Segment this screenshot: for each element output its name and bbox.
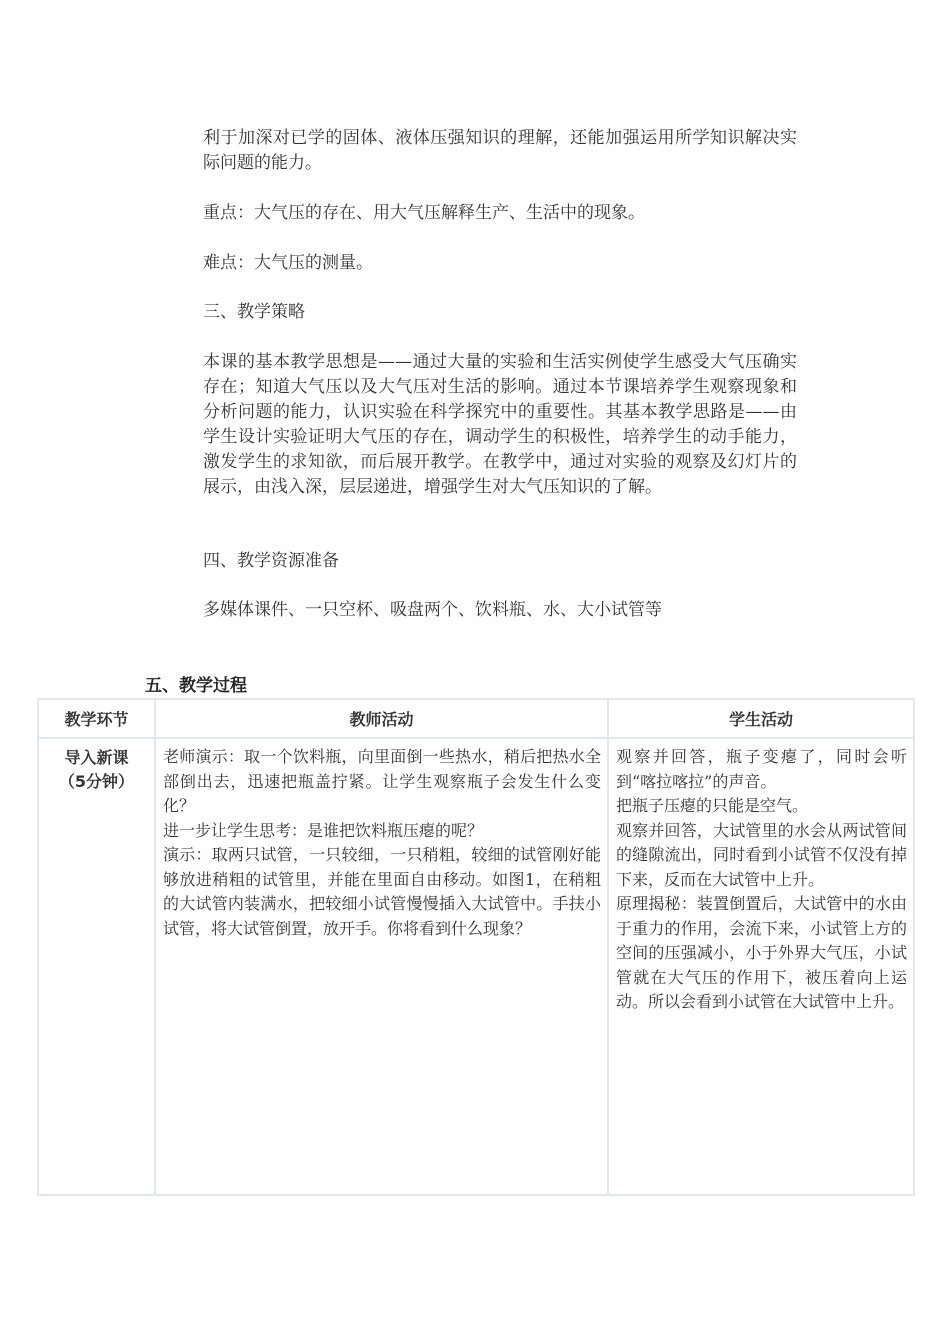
teacher-activity-line: 进一步让学生思考：是谁把饮料瓶压瘪的呢？	[163, 820, 484, 840]
section-3-title: 三、教学策略	[203, 302, 305, 322]
student-activity-line: 把瓶子压瘪的只能是空气。	[616, 796, 809, 815]
stage-name: 导入新课	[64, 748, 129, 767]
section-5-title: 五、教学过程	[145, 676, 247, 696]
teacher-activity-cell	[155, 738, 608, 1195]
resources-text: 多媒体课件、一只空杯、吸盘两个、饮料瓶、水、大小试管等	[203, 600, 662, 620]
header-stage: 教学环节	[38, 699, 155, 738]
difficulty-text: 难点：大气压的测量。	[203, 253, 373, 273]
table-row	[38, 738, 914, 1195]
student-activity-line: 原理揭秘：装置倒置后，大试管中的水由于重力的作用，会流下来，小试管上方的空间的压强减小，小于外界大气压，小试管就在大气压的作用下，被压着向上运动。所以会看到小试管在大试管中上升。	[616, 894, 907, 1011]
teacher-activity-line: 演示：取两只试管，一只较细，一只稍粗，较细的试管刚好能够放进稍粗的试管里，并能在里面自由移动。如图1，在稍粗的大试管内装满水，把较细小试管慢慢插入大试管中。手扶小试管，将大试管倒置，放开手。你将看到什么现象？	[163, 845, 601, 938]
header-teacher-activity: 教师活动	[155, 699, 608, 738]
teaching-process-table	[37, 698, 915, 1196]
student-activity-line: 观察并回答，大试管里的水会从两试管间的缝隙流出，同时看到小试管不仅没有掉下来，反而在大试管中上升。	[616, 820, 907, 889]
stage-duration: （5分钟）	[58, 772, 135, 791]
table-header-row	[38, 699, 914, 738]
section-4-title: 四、教学资源准备	[203, 551, 339, 571]
paragraph-intro: 利于加深对已学的固体、液体压强知识的理解，还能加强运用所学知识解决实际问题的能力。	[203, 128, 797, 173]
student-activity-line: 观察并回答，瓶子变瘪了，同时会听到“喀拉喀拉”的声音。	[616, 747, 907, 791]
stage-cell	[38, 738, 155, 1195]
strategy-paragraph: 本课的基本教学思想是——通过大量的实验和生活实例使学生感受大气压确实存在；知道大气压以及大气压对生活的影响。通过本节课培养学生观察现象和分析问题的能力，认识实验在科学探究中的重要性。其基本教学思路是——由学生设计实验证明大气压的存在，调动学生的积极性，培养学生的动手能力，激发学生的求知欲，而后展开教学。在教学中，通过对实验的观察及幻灯片的展示，由浅入深，层层递进，增强学生对大气压知识的了解。	[203, 352, 797, 497]
student-activity-cell	[608, 738, 914, 1195]
teacher-activity-line: 老师演示：取一个饮料瓶，向里面倒一些热水，稍后把热水全部倒出去，迅速把瓶盖拧紧。让学生观察瓶子会发生什么变化？	[163, 747, 601, 815]
key-point-text: 重点：大气压的存在、用大气压解释生产、生活中的现象。	[203, 203, 645, 223]
header-student-activity: 学生活动	[608, 699, 914, 738]
